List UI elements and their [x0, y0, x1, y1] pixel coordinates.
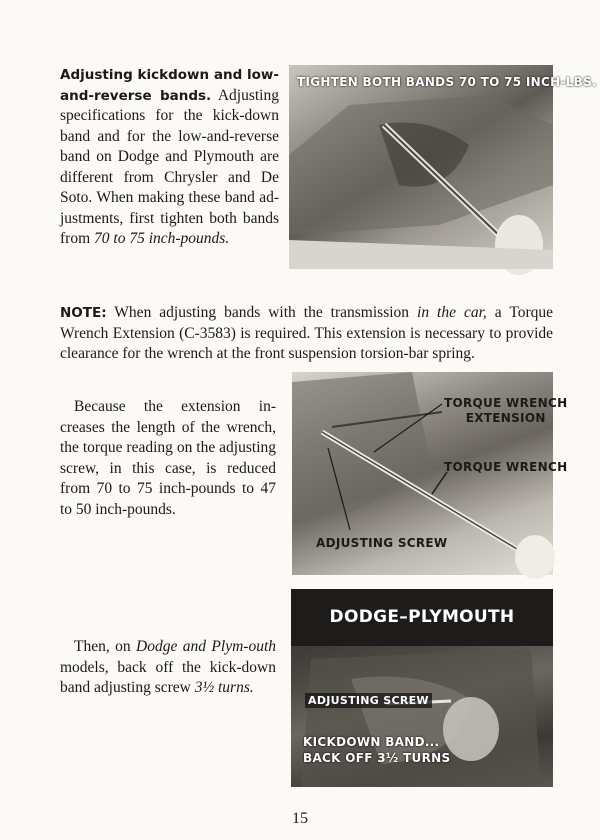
paragraph-torque-reading [60, 397, 276, 520]
note-label: NOTE: [60, 305, 107, 321]
caption-line: KICKDOWN BAND... [303, 735, 440, 749]
caption-kickdown-band [303, 734, 450, 766]
paragraph-text-end: a Torque Wrench Extension (C-3583) is required. This extension is necessary to provide clearance for the wrench at the front suspension torsion-bar spring. [60, 304, 554, 362]
paragraph-italic: in the car, [417, 304, 487, 321]
paragraph-text-middle: models, back off the kick-down band adjusting screw [60, 658, 276, 696]
paragraph-note-extension [60, 303, 553, 365]
caption-wrench-extension [444, 396, 567, 426]
photo-sketch-transmission [289, 65, 553, 269]
paragraph-italic-end: 3½ turns. [194, 679, 254, 696]
paragraph-text: When adjusting bands with the transmission [106, 304, 418, 321]
caption-adjusting-screw: ADJUSTING SCREW [316, 536, 448, 550]
paragraph-text: Then, on [74, 638, 137, 655]
caption-line: TORQUE WRENCH [444, 396, 568, 410]
photo-torque-wrench-extension [292, 372, 568, 575]
photo-dodge-plymouth [291, 589, 553, 787]
photo-title: DODGE–PLYMOUTH [329, 607, 515, 627]
photo-tighten-bands [289, 65, 597, 269]
paragraph-band-adjustment [60, 65, 279, 250]
caption-tighten-bands: TIGHTEN BOTH BANDS 70 TO 75 INCH-LBS. [297, 75, 597, 89]
caption-torque-wrench: TORQUE WRENCH [444, 460, 568, 474]
caption-adjusting-screw: ADJUSTING SCREW [305, 693, 432, 708]
paragraph-text: Adjusting specifications for the kick-down band and for the low-and-reverse band on Dodge and Plymouth are different from Chrysler and De Soto. When making these band ad-justments, first tighten both bands from [60, 86, 279, 247]
paragraph-back-off-screw [60, 637, 276, 699]
paragraph-text: Because the extension in-creases the length of the wrench, the torque reading on the adjusting screw, in this case, is reduced from 70 to 75 inch-pounds to 47 to 50 inch-pounds. [60, 398, 276, 518]
paragraph-italic: Dodge and Plym-outh [136, 638, 276, 655]
caption-line: BACK OFF 3½ TURNS [303, 751, 451, 765]
paragraph-heading: Adjusting kickdown and low-and-reverse bands. [60, 67, 279, 104]
caption-line: EXTENSION [465, 411, 546, 425]
page-number: 15 [292, 810, 308, 827]
paragraph-italic: 70 to 75 inch-pounds. [94, 230, 230, 247]
